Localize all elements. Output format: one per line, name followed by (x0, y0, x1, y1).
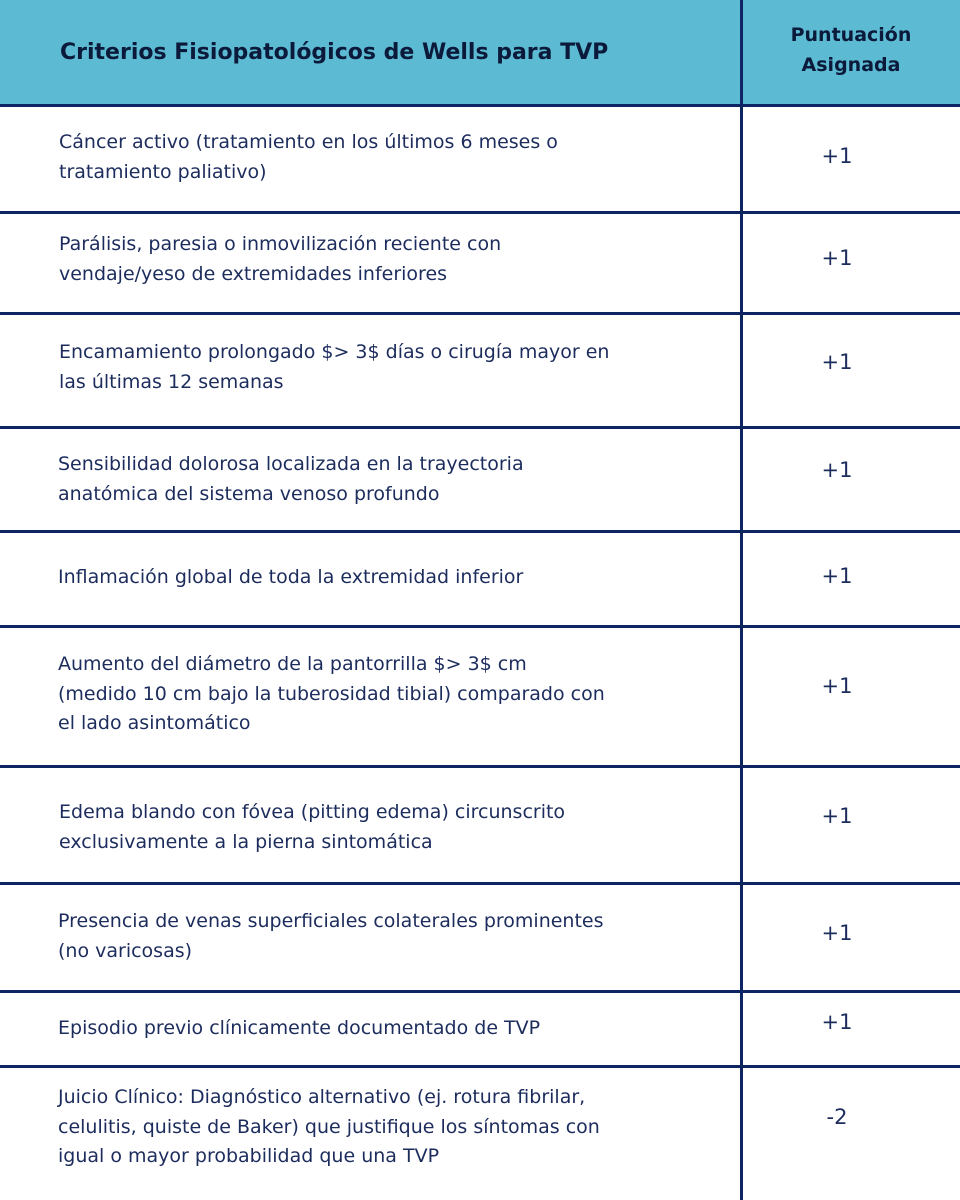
criterion-alternative-diagnosis (58, 1083, 718, 1172)
criterion-collateral-veins (58, 907, 718, 966)
criterion-line: anatómica del sistema venoso profundo (58, 482, 440, 505)
score-alternative-diagnosis: -2 (826, 1105, 848, 1129)
score-header-line-1: Puntuación (790, 24, 912, 46)
score-calf-swelling: +1 (821, 674, 853, 698)
criterion-paralysis (59, 230, 719, 289)
criterion-calf-swelling (58, 650, 718, 739)
criterion-previous-dvt (58, 1014, 718, 1044)
criterion-active-cancer (59, 128, 719, 187)
criterion-pitting-edema (59, 798, 719, 857)
criterion-line: Sensibilidad dolorosa localizada en la trayectoria (58, 453, 524, 475)
criterion-line: (no varicosas) (58, 939, 193, 962)
row-divider (0, 765, 960, 768)
criterion-line: Presencia de venas superficiales colaterales prominentes (58, 910, 604, 932)
row-divider (0, 312, 960, 315)
row-divider (0, 211, 960, 214)
row-divider (0, 426, 960, 429)
criterion-bed-rest-surgery (59, 338, 719, 397)
score-active-cancer: +1 (821, 144, 853, 168)
score-paralysis: +1 (821, 246, 853, 270)
criterion-leg-swelling (58, 563, 718, 593)
criterion-line: Juicio Clínico: Diagnóstico alternativo (ej. rotura fibrilar, (58, 1086, 586, 1108)
score-header-line-2: Asignada (801, 54, 901, 76)
criterion-line: las últimas 12 semanas (59, 370, 284, 393)
criterion-line: Inflamación global de toda la extremidad inferior (58, 566, 524, 588)
criterion-line: igual o mayor probabilidad que una TVP (58, 1145, 440, 1167)
criterion-line: el lado asintomático (58, 712, 251, 734)
row-divider (0, 990, 960, 993)
row-divider (0, 530, 960, 533)
score-leg-swelling: +1 (821, 564, 853, 588)
criterion-line: Edema blando con fóvea (pitting edema) circunscrito (59, 801, 566, 823)
score-previous-dvt: +1 (821, 1010, 853, 1034)
row-divider (0, 104, 960, 107)
criterion-line: Cáncer activo (tratamiento en los últimos 6 meses o (59, 131, 558, 153)
score-column-header (742, 20, 960, 80)
criterion-localized-tenderness (58, 450, 718, 509)
table-header (0, 0, 960, 106)
criteria-column-header: Criterios Fisiopatológicos de Wells para TVP (60, 40, 609, 65)
criterion-line: Parálisis, paresia o inmovilización reciente con (59, 233, 502, 255)
criterion-line: Encamamiento prolongado $> 3$ días o cirugía mayor en (59, 341, 610, 363)
row-divider (0, 882, 960, 885)
criterion-line: vendaje/yeso de extremidades inferiores (59, 262, 448, 285)
criterion-line: celulitis, quiste de Baker) que justifique los síntomas con (58, 1115, 600, 1138)
criterion-line: (medido 10 cm bajo la tuberosidad tibial) comparado con (58, 682, 605, 705)
row-divider (0, 1065, 960, 1068)
score-bed-rest-surgery: +1 (821, 350, 853, 374)
score-pitting-edema: +1 (821, 804, 853, 828)
criterion-line: Episodio previo clínicamente documentado de TVP (58, 1017, 541, 1039)
criterion-line: exclusivamente a la pierna sintomática (59, 830, 433, 853)
score-collateral-veins: +1 (821, 921, 853, 945)
score-localized-tenderness: +1 (821, 458, 853, 482)
criterion-line: tratamiento paliativo) (59, 160, 267, 183)
row-divider (0, 625, 960, 628)
criterion-line: Aumento del diámetro de la pantorrilla $> 3$ cm (58, 653, 527, 675)
